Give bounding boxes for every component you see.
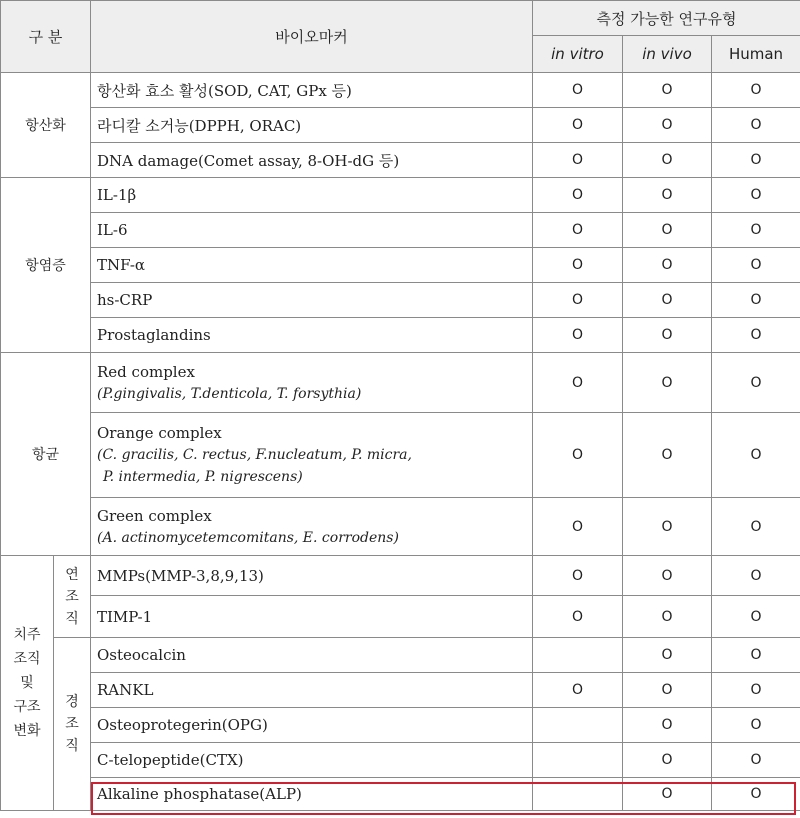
marker-cell: 라디칼 소거능(DPPH, ORAC) bbox=[91, 108, 533, 143]
marker-cell: hs-CRP bbox=[91, 283, 533, 318]
subcategory-char: 조 bbox=[65, 588, 79, 605]
in-vitro-mark: O bbox=[533, 143, 623, 178]
subcategory-char: 경 bbox=[65, 694, 79, 710]
table-row bbox=[1, 283, 800, 318]
in-vitro-mark bbox=[533, 638, 623, 673]
human-mark: O bbox=[712, 413, 800, 498]
category-antibacterial: 항균 bbox=[1, 353, 91, 556]
subcategory-char: 조 bbox=[65, 716, 79, 732]
in-vivo-mark: O bbox=[623, 708, 712, 743]
in-vitro-mark: O bbox=[533, 178, 623, 213]
marker-cell bbox=[91, 413, 533, 498]
table-row bbox=[1, 673, 800, 708]
human-mark: O bbox=[712, 596, 800, 638]
header-human: Human bbox=[712, 36, 800, 73]
in-vitro-mark: O bbox=[533, 673, 623, 708]
in-vitro-mark: O bbox=[533, 353, 623, 413]
header-category: 구 분 bbox=[1, 1, 91, 73]
category-line: 구조 bbox=[13, 699, 41, 715]
table-row bbox=[1, 498, 800, 556]
marker-cell: Alkaline phosphatase(ALP) bbox=[91, 778, 533, 811]
subcategory-hard-tissue bbox=[54, 638, 91, 811]
marker-cell: IL-6 bbox=[91, 213, 533, 248]
in-vivo-mark: O bbox=[623, 73, 712, 108]
marker-cell: MMPs(MMP-3,8,9,13) bbox=[91, 556, 533, 596]
marker-cell bbox=[91, 498, 533, 556]
human-mark: O bbox=[712, 498, 800, 556]
table-row-highlighted bbox=[1, 778, 800, 811]
table-row bbox=[1, 73, 800, 108]
table-row bbox=[1, 708, 800, 743]
category-line: 및 bbox=[20, 675, 34, 691]
in-vitro-mark: O bbox=[533, 413, 623, 498]
in-vivo-mark: O bbox=[623, 143, 712, 178]
subcategory-char: 연 bbox=[65, 566, 79, 583]
in-vitro-mark bbox=[533, 708, 623, 743]
human-mark: O bbox=[712, 318, 800, 353]
marker-cell bbox=[91, 353, 533, 413]
in-vitro-mark: O bbox=[533, 248, 623, 283]
in-vitro-mark bbox=[533, 778, 623, 811]
table-row bbox=[1, 143, 800, 178]
marker-cell: C-telopeptide(CTX) bbox=[91, 743, 533, 778]
in-vivo-mark: O bbox=[623, 248, 712, 283]
table-row bbox=[1, 178, 800, 213]
marker-cell: Osteocalcin bbox=[91, 638, 533, 673]
complex-name: Green complex bbox=[97, 506, 212, 525]
category-line: 조직 bbox=[13, 651, 41, 667]
human-mark: O bbox=[712, 638, 800, 673]
table-row bbox=[1, 556, 800, 596]
table-row bbox=[1, 743, 800, 778]
category-periodontal bbox=[1, 556, 54, 811]
in-vitro-mark: O bbox=[533, 556, 623, 596]
marker-cell: Osteoprotegerin(OPG) bbox=[91, 708, 533, 743]
complex-species: (C. gracilis, C. rectus, F.nucleatum, P. micra, bbox=[97, 447, 412, 463]
table-row bbox=[1, 413, 800, 498]
in-vitro-mark: O bbox=[533, 73, 623, 108]
marker-cell: RANKL bbox=[91, 673, 533, 708]
marker-cell: DNA damage(Comet assay, 8-OH-dG 등) bbox=[91, 143, 533, 178]
complex-species: (A. actinomycetemcomitans, E. corrodens) bbox=[97, 529, 399, 546]
in-vivo-mark: O bbox=[623, 498, 712, 556]
in-vivo-mark: O bbox=[623, 283, 712, 318]
table-row bbox=[1, 353, 800, 413]
in-vivo-mark: O bbox=[623, 556, 712, 596]
subcategory-soft-tissue bbox=[54, 556, 91, 638]
marker-cell: TNF-α bbox=[91, 248, 533, 283]
header-biomarker: 바이오마커 bbox=[91, 1, 533, 73]
human-mark: O bbox=[712, 778, 800, 811]
human-mark: O bbox=[712, 353, 800, 413]
table-row bbox=[1, 248, 800, 283]
category-line: 변화 bbox=[13, 723, 41, 739]
in-vivo-mark: O bbox=[623, 673, 712, 708]
human-mark: O bbox=[712, 143, 800, 178]
category-antiinflammatory: 항염증 bbox=[1, 178, 91, 353]
human-mark: O bbox=[712, 213, 800, 248]
in-vivo-mark: O bbox=[623, 778, 712, 811]
complex-name: Red complex bbox=[97, 362, 195, 381]
table-row bbox=[1, 318, 800, 353]
header-in-vivo: in vivo bbox=[623, 36, 712, 73]
in-vivo-mark: O bbox=[623, 743, 712, 778]
header-in-vitro: in vitro bbox=[533, 36, 623, 73]
human-mark: O bbox=[712, 743, 800, 778]
in-vivo-mark: O bbox=[623, 413, 712, 498]
human-mark: O bbox=[712, 248, 800, 283]
human-mark: O bbox=[712, 73, 800, 108]
in-vitro-mark: O bbox=[533, 596, 623, 638]
in-vitro-mark: O bbox=[533, 318, 623, 353]
complex-species: P. intermedia, P. nigrescens) bbox=[103, 469, 303, 485]
marker-cell: IL-1β bbox=[91, 178, 533, 213]
in-vitro-mark: O bbox=[533, 213, 623, 248]
in-vivo-mark: O bbox=[623, 353, 712, 413]
human-mark: O bbox=[712, 673, 800, 708]
subcategory-char: 직 bbox=[65, 610, 79, 627]
table-row bbox=[1, 596, 800, 638]
table-row bbox=[1, 108, 800, 143]
in-vivo-mark: O bbox=[623, 108, 712, 143]
in-vivo-mark: O bbox=[623, 596, 712, 638]
human-mark: O bbox=[712, 708, 800, 743]
in-vivo-mark: O bbox=[623, 213, 712, 248]
category-line: 치주 bbox=[13, 627, 41, 643]
human-mark: O bbox=[712, 178, 800, 213]
complex-species: (P.gingivalis, T.denticola, T. forsythia) bbox=[97, 385, 362, 402]
complex-name: Orange complex bbox=[97, 424, 222, 442]
in-vitro-mark: O bbox=[533, 498, 623, 556]
in-vivo-mark: O bbox=[623, 178, 712, 213]
in-vitro-mark: O bbox=[533, 108, 623, 143]
human-mark: O bbox=[712, 556, 800, 596]
in-vitro-mark bbox=[533, 743, 623, 778]
table-row bbox=[1, 638, 800, 673]
marker-cell: 항산화 효소 활성(SOD, CAT, GPx 등) bbox=[91, 73, 533, 108]
marker-cell: Prostaglandins bbox=[91, 318, 533, 353]
in-vivo-mark: O bbox=[623, 318, 712, 353]
subcategory-char: 직 bbox=[65, 738, 79, 754]
marker-cell: TIMP-1 bbox=[91, 596, 533, 638]
human-mark: O bbox=[712, 108, 800, 143]
in-vitro-mark: O bbox=[533, 283, 623, 318]
table-row bbox=[1, 213, 800, 248]
human-mark: O bbox=[712, 283, 800, 318]
header-study-types: 측정 가능한 연구유형 bbox=[533, 1, 800, 36]
in-vivo-mark: O bbox=[623, 638, 712, 673]
category-antioxidant: 항산화 bbox=[1, 73, 91, 178]
